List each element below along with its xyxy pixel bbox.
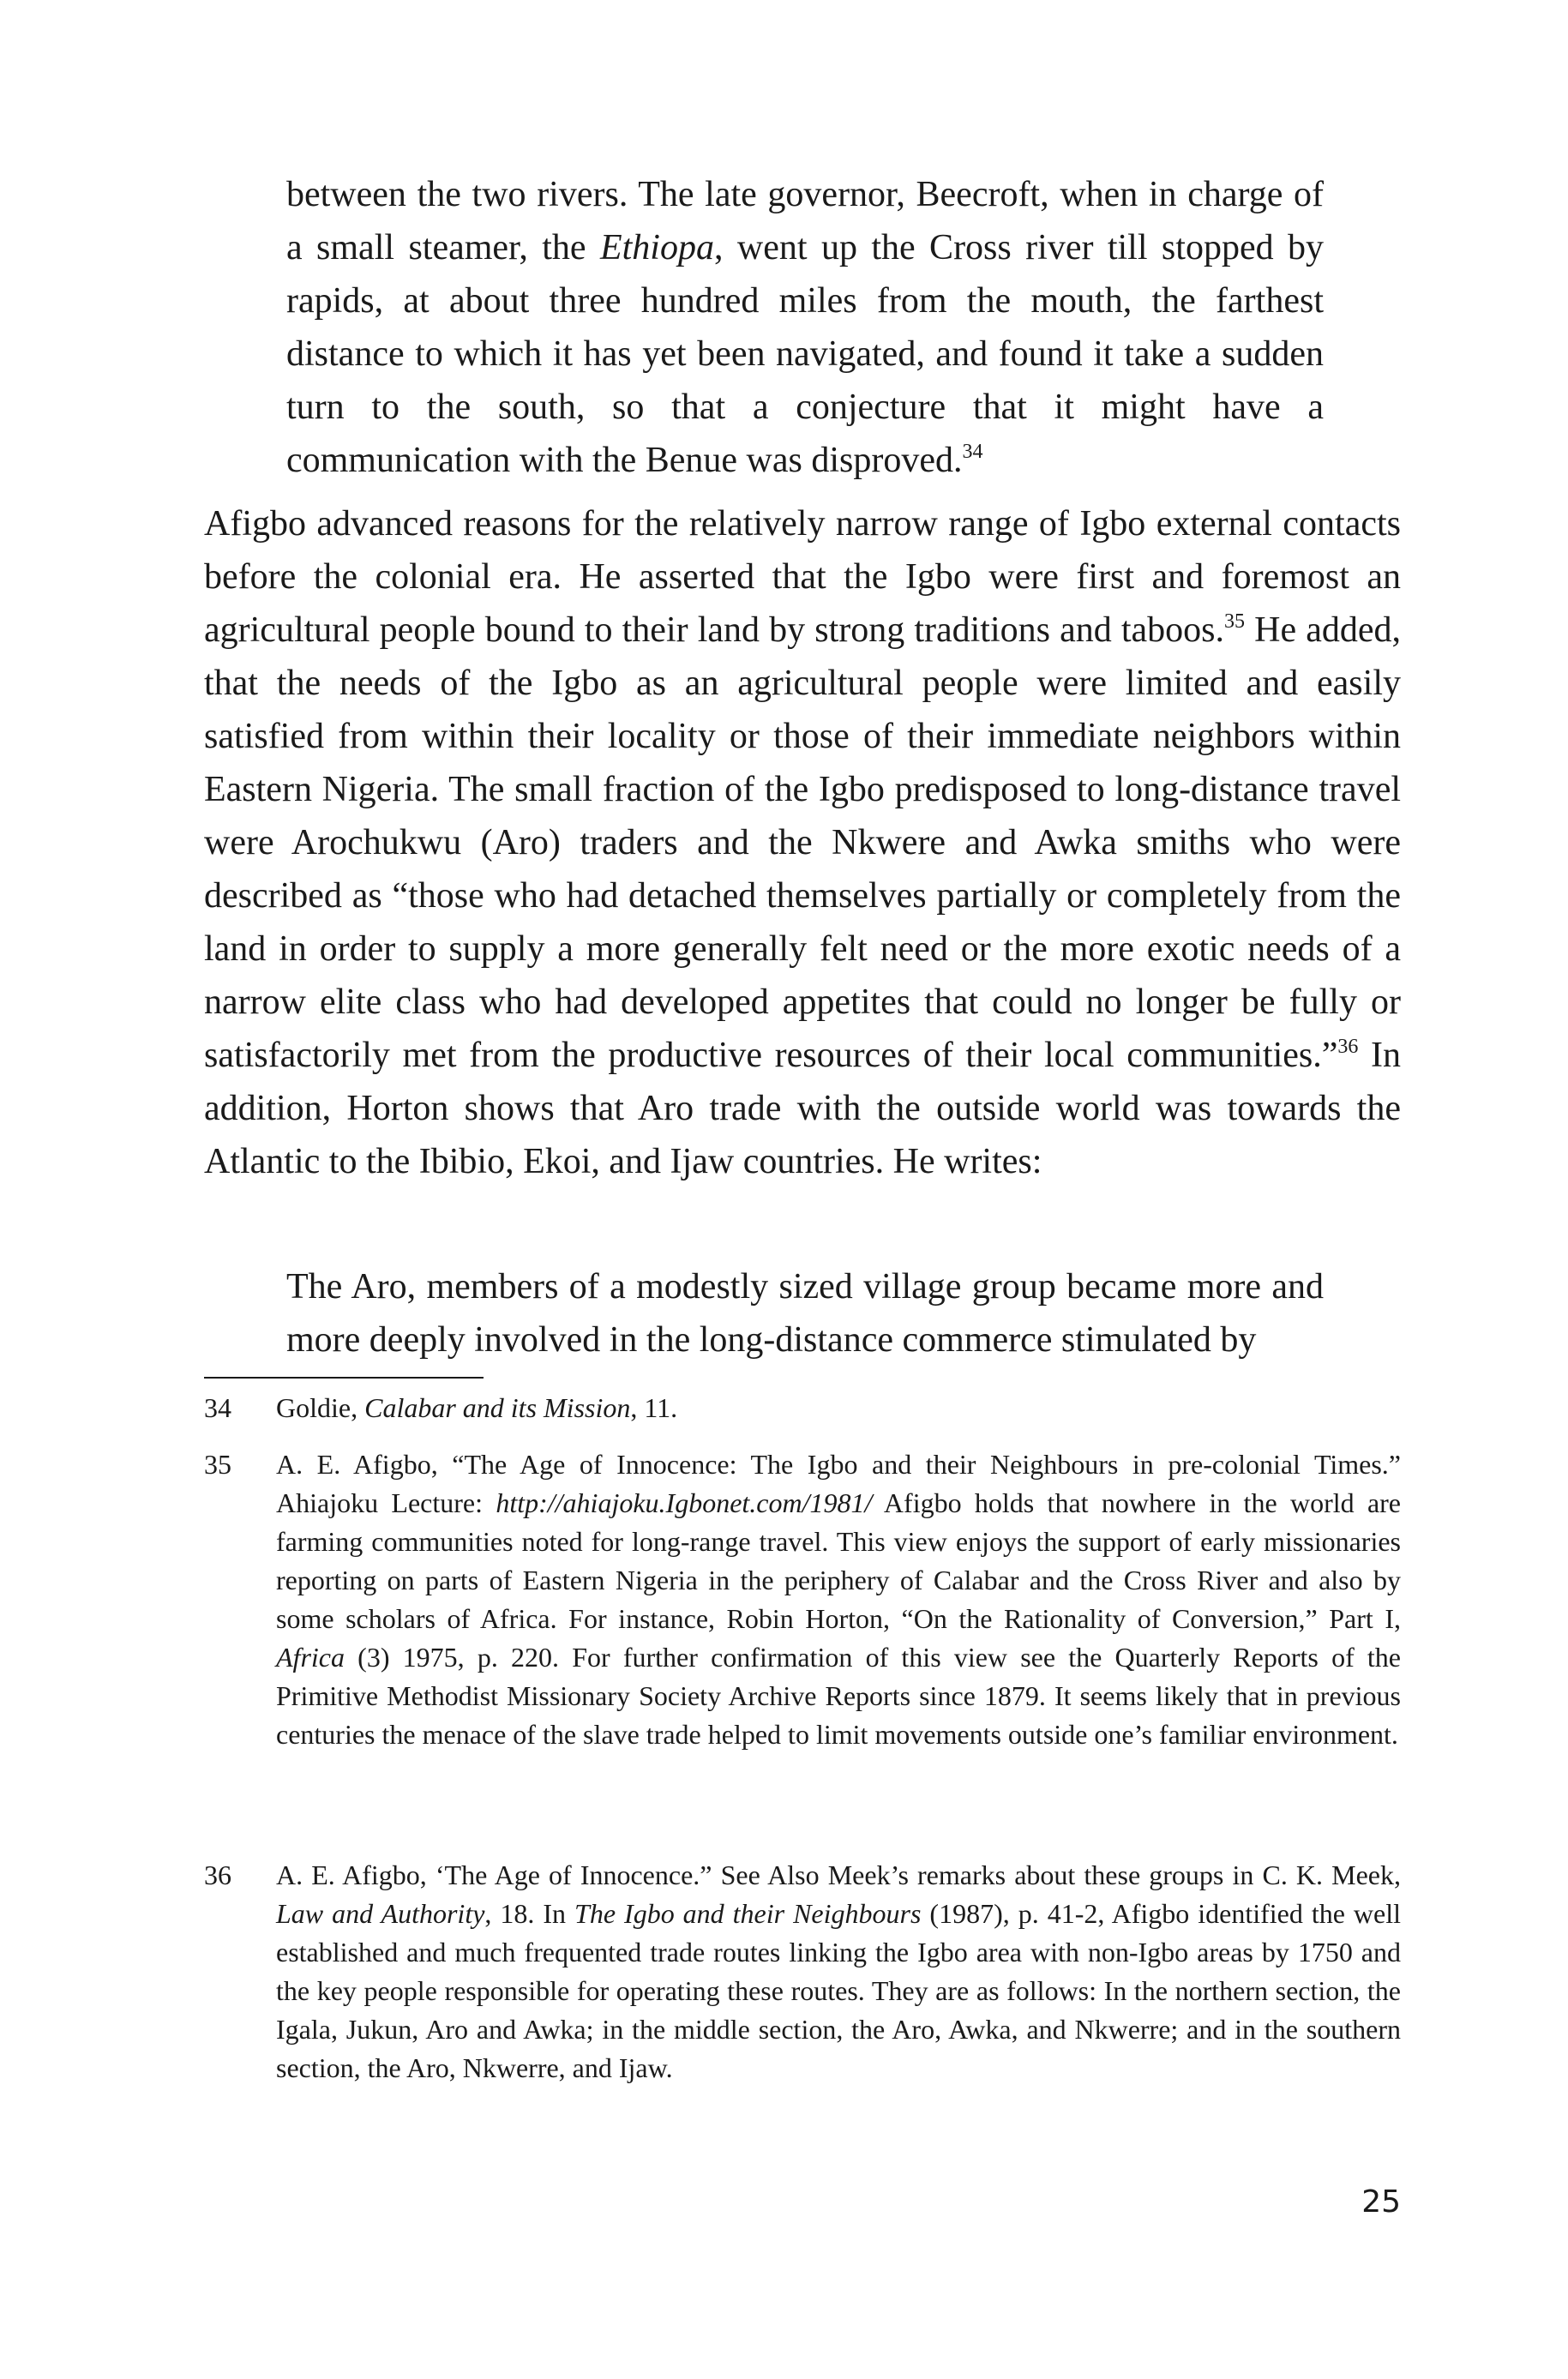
footnote-url[interactable]: http://ahiajoku.Igbonet.com/1981/ (496, 1487, 873, 1518)
quote-text: , went up the Cross river till stopped by rapids, at about three hundred miles from the mouth, the farthest distance to which it has yet been navigated, and found it take a sudden turn to the south, so that a conjecture that it might have a communication with the Benue was disproved. (286, 228, 1324, 480)
block-quote-aro: The Aro, members of a modestly sized village group became more and more deeply involved in the long-distance commerce stimulated by (286, 1267, 1324, 1360)
footnote-text-span: A. E. Afigbo, “The Age of Innocence: The Igbo and their Neighbours in pre-colonial Times.” Ahiajoku Lecture: (276, 1449, 1401, 1518)
footnote-divider (204, 1377, 484, 1379)
footnote-ref-36[interactable]: 36 (1337, 1036, 1359, 1058)
page-number: 25 (1361, 2184, 1401, 2220)
block-quote-beecroft (286, 168, 1324, 487)
paragraph-text: Afigbo advanced reasons for the relatively narrow range of Igbo external contacts before the colonial era. He asserted that the Igbo were first and foremost an agricultural people bound to their land by strong traditions and taboos. (204, 504, 1401, 650)
footnote-text-span: Afigbo holds that nowhere in the world are farming communities noted for long-range travel. This view enjoys the support of early missionaries reporting on parts of Eastern Nigeria in the periphery of Calabar and the Cross River and also by some scholars of Africa. For instance, Robin Horton, “On the Rationality of Conversion,” Part I, (276, 1487, 1402, 1634)
footnote-title: Africa (276, 1642, 345, 1673)
footnote-text-span: A. E. Afigbo, ‘The Age of Innocence.” See Also Meek’s remarks about these groups in C. K. Meek, (276, 1859, 1401, 1890)
footnote-number: 35 (204, 1449, 231, 1480)
footnote-title: Calabar and its Mission (364, 1392, 631, 1423)
footnote-36 (204, 1856, 1401, 2088)
footnote-35 (204, 1445, 1401, 1754)
footnote-number: 34 (204, 1392, 231, 1423)
footnote-text-span: (3) 1975, p. 220. For further confirmation of this view see the Quarterly Reports of the Primitive Methodist Missionary Society Archive Reports since 1879. It seems likely that in previous centuries the menace of the slave trade helped to limit movements outside one’s familiar environment. (276, 1642, 1401, 1750)
ship-name: Ethiopa (599, 228, 714, 267)
footnote-text-span: , 18. In (484, 1898, 575, 1929)
paragraph-text: In addition, Horton shows that Aro trade with the outside world was towards the Atlantic to the Ibibio, Ekoi, and Ijaw countries. He writes: (204, 1036, 1401, 1181)
paragraph-text: He added, that the needs of the Igbo as an agricultural people were limited and easily satisfied from within their locality or those of their immediate neighbors within Eastern Nigeria. The small fraction of the Igbo predisposed to long-distance travel were Arochukwu (Aro) traders and the Nkwere and Awka smiths who were described as “those who had detached themselves partially or completely from the land in order to supply a more generally felt need or the more exotic needs of a narrow elite class who had developed appetites that could no longer be fully or satisfactorily met from the productive resources of their local communities.” (204, 610, 1401, 1075)
footnote-title: The Igbo and their Neighbours (574, 1898, 922, 1929)
footnote-34 (204, 1389, 1401, 1427)
footnote-text-span: , 11. (630, 1392, 678, 1423)
footnote-text-span: (1987), p. 41-2, Afigbo identified the well established and much frequented trade routes linking the Igbo area with non-Igbo areas by 1750 and the key people responsible for operating these routes. They are as follows: In the northern section, the Igala, Jukun, Aro and Awka; in the middle section, the Aro, Awka, and Nkwerre; and in the southern section, the Aro, Nkwerre, and Ijaw. (276, 1898, 1402, 2083)
footnote-text (276, 1389, 1401, 1427)
footnote-ref-34[interactable]: 34 (962, 441, 983, 463)
footnote-ref-35[interactable]: 35 (1224, 610, 1246, 633)
footnote-text (276, 1856, 1401, 2088)
footnote-number: 36 (204, 1859, 231, 1890)
body-paragraph (204, 497, 1401, 1188)
footnote-text-span: Goldie, (276, 1392, 365, 1423)
quote-text: between the two rivers. The late governor, Beecroft, when in charge of a small steamer, the (286, 175, 1324, 267)
footnote-title: Law and Authority (276, 1898, 485, 1929)
footnote-text (276, 1445, 1401, 1754)
